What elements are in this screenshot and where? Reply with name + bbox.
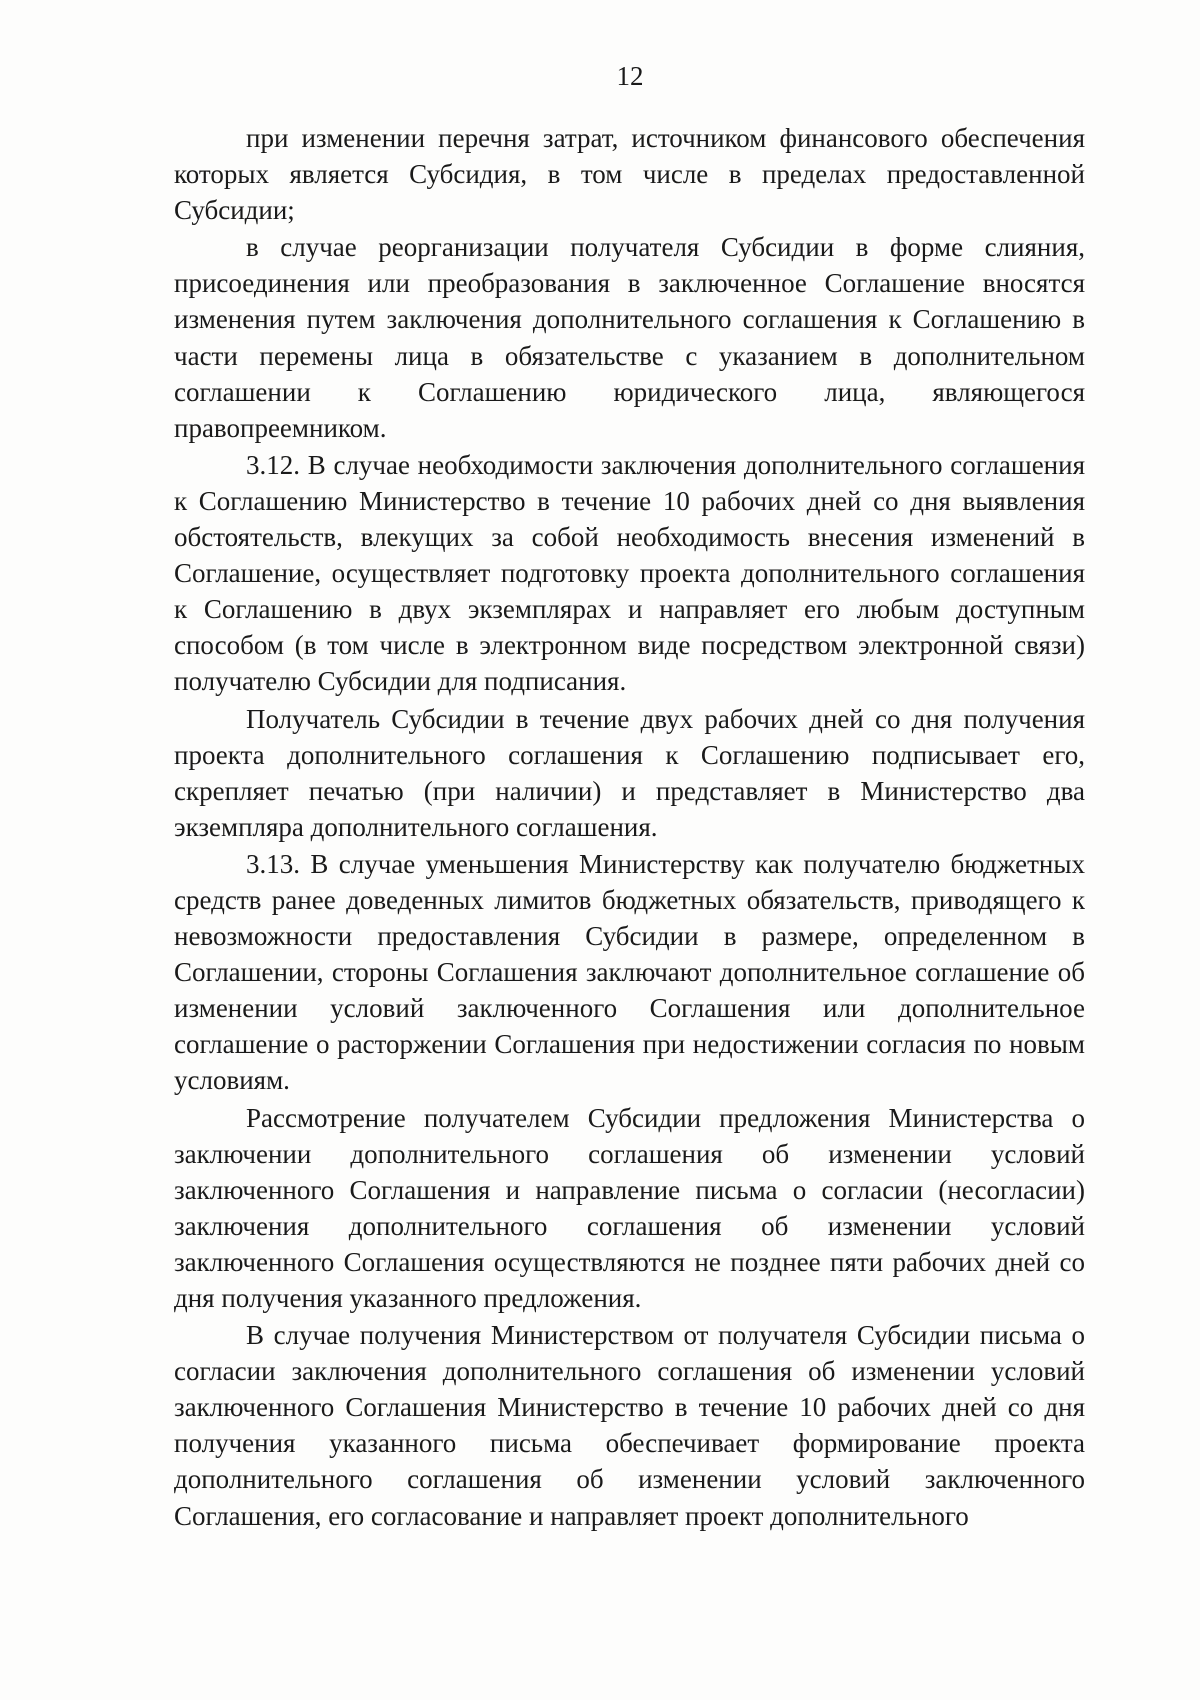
page-number: 12 <box>616 61 644 91</box>
paragraph-recipient-signing: Получатель Субсидии в течение двух рабочих дней со дня получения проекта дополнительного соглашения к Соглашению подписывает его, скрепляет печатью (при наличии) и представляет в Министерство два экземпляра дополнительного соглашения. <box>174 703 1085 842</box>
paragraph-reorganization: в случае реорганизации получателя Субсидии в форме слияния, присоединения или преобразования в заключенное Соглашение вносятся изменения путем заключения дополнительного соглашения к Соглашению в части перемены лица в обязательстве с указанием в дополнительном соглашении к Соглашению юридического лица, являющегося правопреемником. <box>174 232 1085 443</box>
paragraph-consent-letter: В случае получения Министерством от получателя Субсидии письма о согласии заключения дополнительного соглашения об изменении условий заключенного Соглашения Министерство в течение 10 рабочих дней со дня получения указанного письма обеспечивает формирование проекта дополнительного соглашения об изменении условий заключенного Соглашения, его согласование и направляет проект дополнительного <box>174 1320 1085 1531</box>
paragraph-proposal-review: Рассмотрение получателем Субсидии предложения Министерства о заключении дополнительного соглашения об изменении условий заключенного Соглашения и направление письма о согласии (несогласии) заключения дополнительного соглашения об изменении условий заключенного Соглашения осуществляются не позднее пяти рабочих дней со дня получения указанного предложения. <box>174 1102 1085 1313</box>
paragraph-cost-list-change: при изменении перечня затрат, источником финансового обеспечения которых является Субсидия, в том числе в пределах предоставленной Субсидии; <box>174 123 1085 226</box>
document-body <box>174 120 1085 1535</box>
paragraph-clause-3-13: 3.13. В случае уменьшения Министерству как получателю бюджетных средств ранее доведенных лимитов бюджетных обязательств, приводящего к невозможности предоставления Субсидии в размере, определенном в Соглашении, стороны Соглашения заключают дополнительное соглашение об изменении условий заключенного Соглашения или дополнительное соглашение о расторжении Соглашения при недостижении согласия по новым условиям. <box>174 848 1085 1096</box>
paragraph-clause-3-12: 3.12. В случае необходимости заключения дополнительного соглашения к Соглашению Министерство в течение 10 рабочих дней со дня выявления обстоятельств, влекущих за собой необходимость внесения изменений в Соглашение, осуществляет подготовку проекта дополнительного соглашения к Соглашению в двух экземплярах и направляет его любым доступным способом (в том числе в электронном виде посредством электронной связи) получателю Субсидии для подписания. <box>174 449 1085 697</box>
